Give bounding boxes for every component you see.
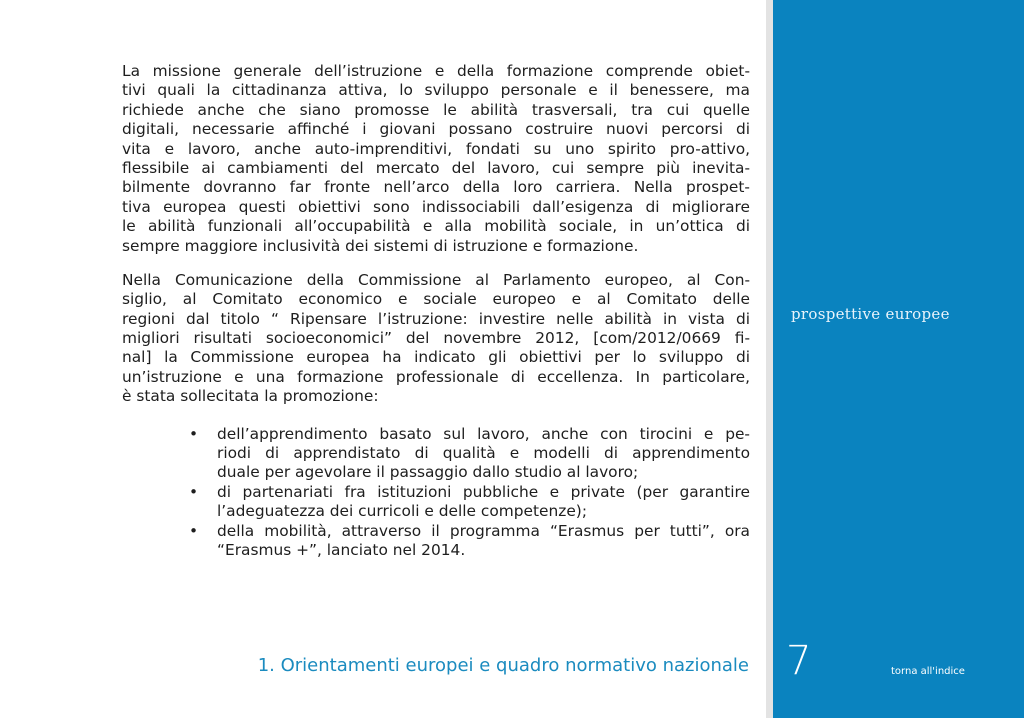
bullet-line: riodi di apprendistato di qualità e modelli di apprendimento	[217, 444, 750, 463]
bullet-item	[189, 425, 750, 483]
section-label: prospettive europee	[791, 305, 950, 323]
paragraph-line: tivi quali la cittadinanza attiva, lo sviluppo personale e il benessere, ma	[122, 81, 750, 100]
bullet-dot: •	[189, 424, 199, 443]
sidebar-divider	[766, 0, 773, 718]
paragraph-line: vita e lavoro, anche auto-imprenditivi, fondati su uno spirito pro-attivo,	[122, 139, 750, 158]
paragraph-line: è stata sollecitata la promozione:	[122, 387, 379, 406]
paragraph-line: sempre maggiore inclusività dei sistemi di istruzione e formazione.	[122, 236, 639, 255]
paragraph-1	[122, 62, 750, 256]
chapter-title: 1. Orientamenti europei e quadro normativo nazionale	[257, 655, 749, 676]
bullet-line: dell’apprendimento basato sul lavoro, anche con tirocini e pe-	[217, 424, 750, 443]
bullet-line: di partenariati fra istituzioni pubbliche e private (per garantire	[217, 482, 750, 501]
bullet-item	[189, 483, 750, 522]
paragraph-line: le abilità funzionali all’occupabilità e alla mobilità sociale, in un’ottica di	[122, 217, 750, 236]
bullet-line: “Erasmus +”, lanciato nel 2014.	[217, 540, 466, 559]
bullet-line: l’adeguatezza dei curricoli e delle competenze);	[217, 502, 587, 521]
paragraph-line: un’istruzione e una formazione professionale di eccellenza. In particolare,	[122, 367, 750, 386]
paragraph-line: migliori risultati socioeconomici” del novembre 2012, [com/2012/0669 fi-	[122, 329, 750, 348]
paragraph-line: flessibile ai cambiamenti del mercato del lavoro, cui sempre più inevita-	[122, 158, 750, 177]
back-to-index-link[interactable]: torna all'indice	[891, 666, 965, 677]
paragraph-line: tiva europea questi obiettivi sono indissociabili dall’esigenza di migliorare	[122, 197, 750, 216]
page-number: 7	[786, 638, 812, 684]
paragraph-line: digitali, necessarie affinché i giovani possano costruire nuovi percorsi di	[122, 120, 750, 139]
main-text-block	[122, 62, 750, 560]
bullet-item	[189, 522, 750, 561]
sidebar-panel	[773, 0, 1024, 718]
paragraph-2	[122, 271, 750, 407]
bullet-line: della mobilità, attraverso il programma “Erasmus per tutti”, ora	[217, 521, 750, 540]
bullet-dot: •	[189, 521, 199, 540]
paragraph-line: nal] la Commissione europea ha indicato gli obiettivi per lo sviluppo di	[122, 348, 750, 367]
bullet-dot: •	[189, 482, 199, 501]
paragraph-line: siglio, al Comitato economico e sociale europeo e al Comitato delle	[122, 290, 750, 309]
paragraph-spacer	[122, 256, 750, 271]
paragraph-line: richiede anche che siano promosse le abilità trasversali, tra cui quelle	[122, 100, 750, 119]
paragraph-line: bilmente dovranno far fronte nell’arco della loro carriera. Nella prospet-	[122, 178, 750, 197]
paragraph-line: regioni dal titolo “ Ripensare l’istruzione: investire nelle abilità in vista di	[122, 309, 750, 328]
paragraph-line: La missione generale dell’istruzione e della formazione comprende obiet-	[122, 62, 750, 80]
bullet-list	[189, 425, 750, 561]
paragraph-line: Nella Comunicazione della Commissione al Parlamento europeo, al Con-	[122, 270, 750, 289]
bullet-line: duale per agevolare il passaggio dallo studio al lavoro;	[217, 463, 639, 482]
